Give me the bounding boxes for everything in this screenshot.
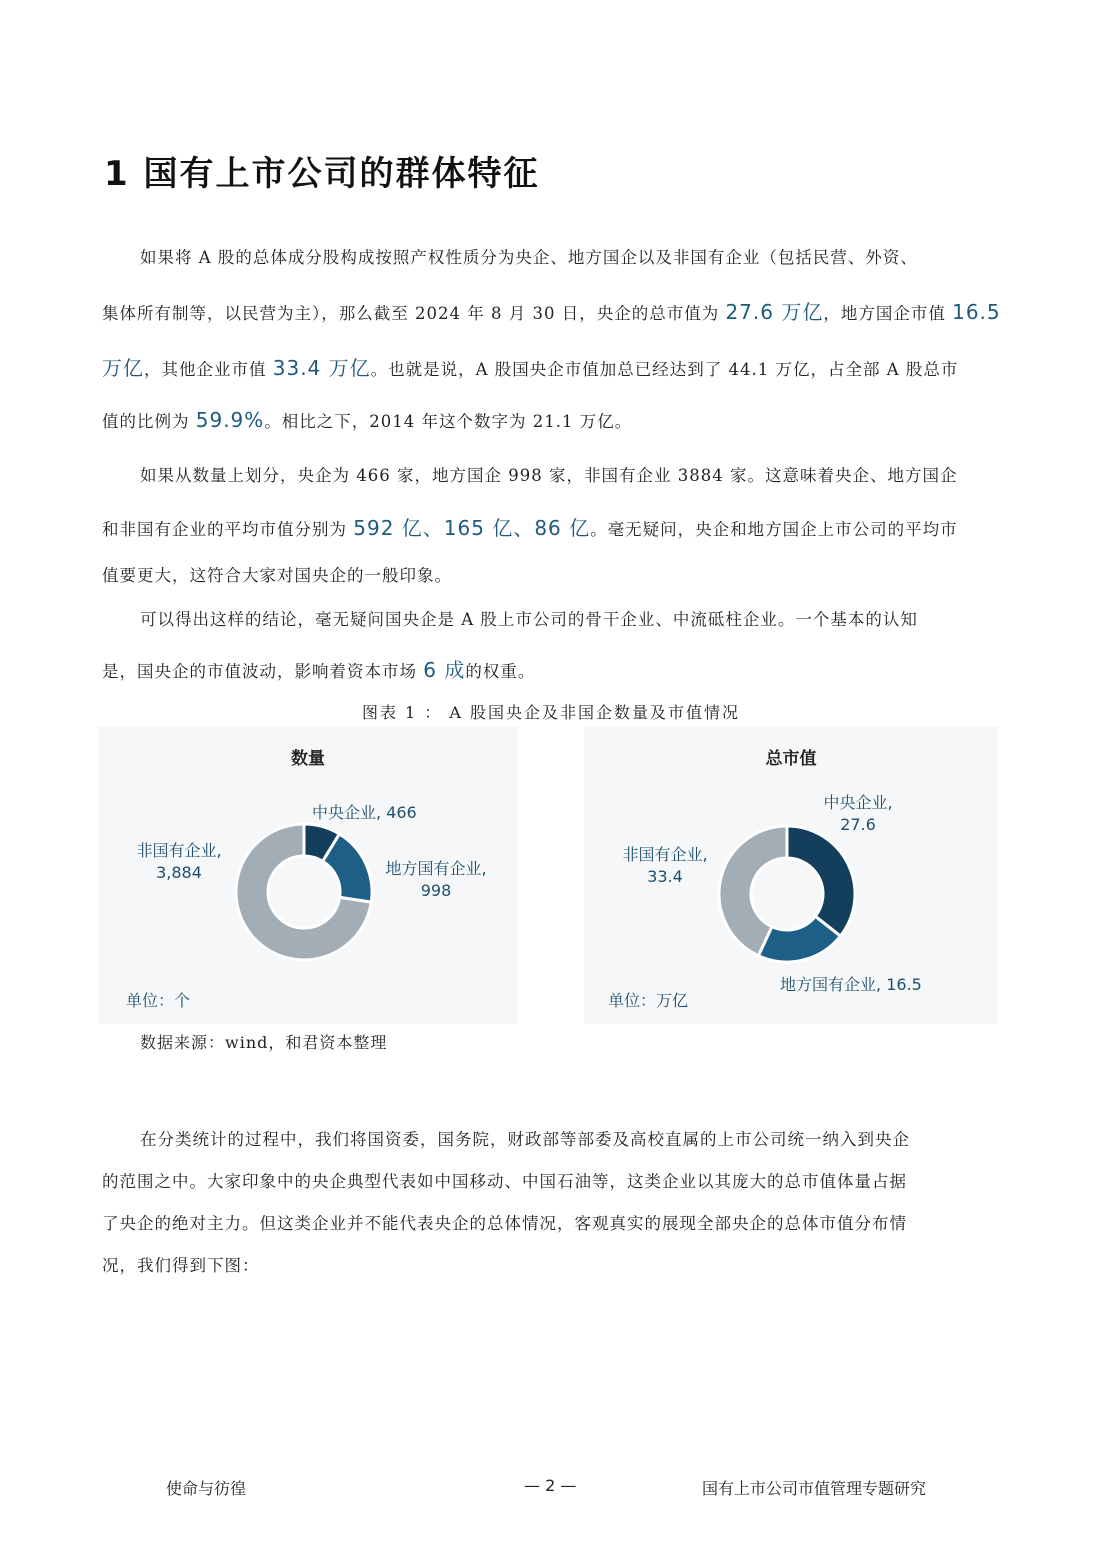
- text-line: 如果从数量上划分，央企为 466 家，地方国企 998 家，非国有企业 3884 家。这意味着央企、地方国企: [140, 466, 958, 485]
- text-line: 值的比例为 59.9%。相比之下，2014 年这个数字为 21.1 万亿。: [102, 408, 633, 432]
- chart-panel-count: [98, 726, 518, 1024]
- page-number: — 2 —: [524, 1476, 577, 1495]
- text-line: 是，国央企的市值波动，影响着资本市场 6 成的权重。: [102, 658, 536, 682]
- text-line: 可以得出这样的结论，毫无疑问国央企是 A 股上市公司的骨干企业、中流砥柱企业。一个基本的认知: [140, 610, 918, 629]
- highlight-value: 86 亿: [534, 516, 591, 540]
- highlight-value: 万亿: [102, 356, 144, 380]
- highlight-value: 592 亿: [353, 516, 423, 540]
- chart-panel-market-cap: [584, 726, 998, 1024]
- text-line: 集体所有制等，以民营为主），那么截至 2024 年 8 月 30 日，央企的总市值为 27.6 万亿，地方国企市值 16.5: [102, 300, 1001, 324]
- highlight-value: 165 亿: [443, 516, 514, 540]
- data-label-private: 非国有企业, 33.4: [622, 845, 708, 886]
- text-line: 万亿，其他企业市值 33.4 万亿。也就是说，A 股国央企市值加总已经达到了 44.1 万亿，占全部 A 股总市: [102, 356, 959, 380]
- text-line: 了央企的绝对主力。但这类企业并不能代表央企的总体情况，客观真实的展现全部央企的总体市值分布情: [102, 1214, 907, 1233]
- data-source: 数据来源：wind，和君资本整理: [140, 1033, 388, 1052]
- text-line: 和非国有企业的平均市值分别为 592 亿、165 亿、86 亿。毫无疑问，央企和地方国企上市公司的平均市: [102, 516, 958, 540]
- data-label-private: 非国有企业, 3,884: [136, 841, 222, 882]
- footer-left: 使命与彷徨: [166, 1479, 247, 1498]
- text-line: 的范围之中。大家印象中的央企典型代表如中国移动、中国石油等，这类企业以其庞大的总市值体量占据: [102, 1172, 907, 1191]
- section-heading: 1 国有上市公司的群体特征: [104, 154, 540, 194]
- unit-label: 单位：万亿: [608, 991, 689, 1010]
- data-label-local: 地方国有企业, 16.5: [780, 975, 922, 994]
- paragraph-market-cap: [102, 240, 1000, 440]
- data-label-central: 中央企业, 466: [312, 803, 417, 822]
- highlight-value: 33.4 万亿: [272, 356, 371, 380]
- data-label-local: 地方国有企业, 998: [385, 859, 487, 900]
- chart-title: 总市值: [765, 749, 817, 769]
- highlight-value: 6 成: [423, 658, 466, 682]
- text-line: 值要更大，这符合大家对国央企的一般印象。: [102, 566, 452, 585]
- footer-right: 国有上市公司市值管理专题研究: [702, 1479, 927, 1498]
- data-label-central: 中央企业, 27.6: [823, 793, 893, 834]
- paragraph-count: [102, 460, 1000, 590]
- unit-label: 单位：个: [126, 991, 191, 1010]
- highlight-value: 16.5: [952, 300, 1001, 324]
- figure-caption: 图表 1 ： A 股国央企及非国企数量及市值情况: [361, 703, 741, 722]
- highlight-value: 59.9%: [195, 408, 265, 432]
- text-line: 如果将 A 股的总体成分股构成按照产权性质分为央企、地方国企以及非国有企业（包括民营、外资、: [140, 248, 918, 267]
- text-line: 况，我们得到下图：: [102, 1256, 260, 1275]
- highlight-value: 27.6 万亿: [725, 300, 824, 324]
- text-line: 在分类统计的过程中，我们将国资委，国务院，财政部等部委及高校直属的上市公司统一纳入到央企: [140, 1130, 910, 1149]
- chart-title: 数量: [291, 749, 325, 769]
- paragraph-conclusion: [102, 604, 1000, 684]
- paragraph-classification: [102, 1124, 1000, 1284]
